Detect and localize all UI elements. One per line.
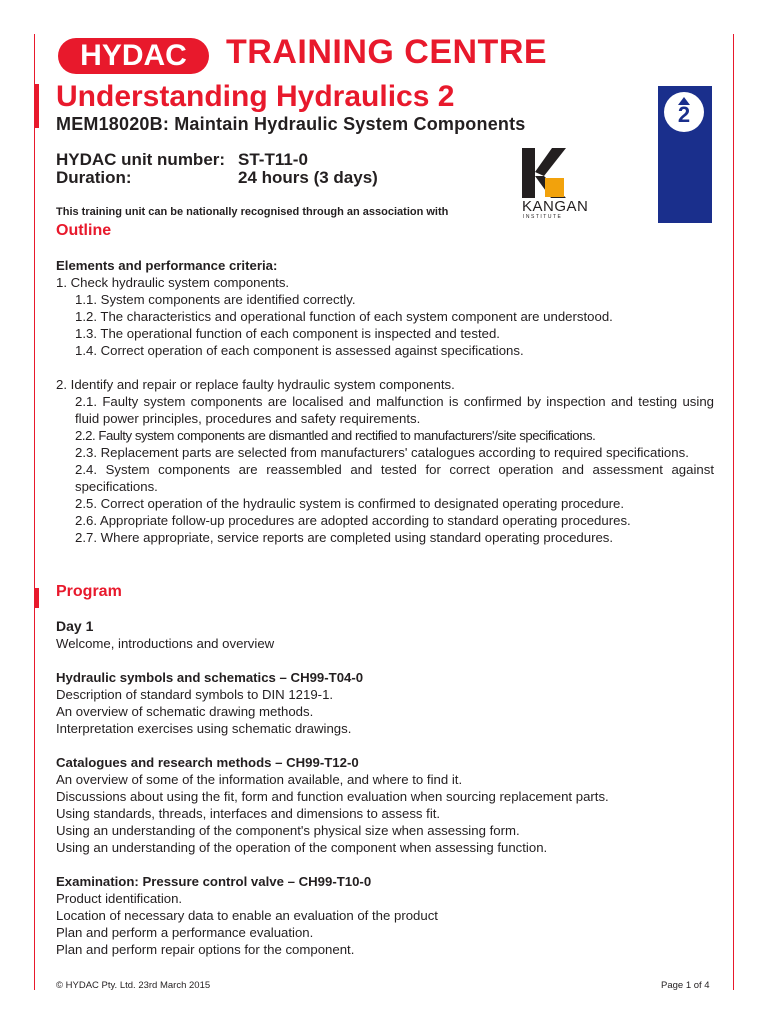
day-intro: Welcome, introductions and overview <box>56 636 275 651</box>
section-line: Using an understanding of the component's physical size when assessing form. <box>56 823 520 838</box>
criteria-2-1: 2.1. Faulty system components are localised and malfunction is confirmed by inspection and testing using fluid power principles, procedures and safety requirements. <box>75 394 714 426</box>
program-body <box>56 618 714 958</box>
criteria-2-7: 2.7. Where appropriate, service reports are completed using standard operating procedures. <box>75 530 614 545</box>
section-title-examination: Examination: Pressure control valve – CH99-T10-0 <box>56 874 372 889</box>
footer-copyright: © HYDAC Pty. Ltd. 23rd March 2015 <box>56 980 211 991</box>
criteria-2-4: 2.4. System components are reassembled and tested for correct operation and assessment against specifications. <box>75 462 714 494</box>
section-line: Discussions about using the fit, form and function evaluation when sourcing replacement parts. <box>56 789 609 804</box>
section-line: An overview of some of the information available, and where to find it. <box>56 772 463 787</box>
left-margin-rule <box>34 34 35 990</box>
footer-page-number: Page 1 of 4 <box>661 980 710 991</box>
criteria-2-6: 2.6. Appropriate follow-up procedures are adopted according to standard operating procedures. <box>75 513 631 528</box>
section-line: Plan and perform a performance evaluation. <box>56 925 314 940</box>
criteria-2-2: 2.2. Faulty system components are dismantled and rectified to manufacturers'/site specifications. <box>75 428 596 443</box>
hydac-logo-text: HYDAC <box>80 39 187 72</box>
level-badge-circle <box>664 92 704 132</box>
section-line: Using standards, threads, interfaces and dimensions to assess fit. <box>56 806 441 821</box>
criteria-1-4: 1.4. Correct operation of each component is assessed against specifications. <box>75 343 524 358</box>
section-title-symbols: Hydraulic symbols and schematics – CH99-T04-0 <box>56 670 364 685</box>
section-line: Product identification. <box>56 891 183 906</box>
page-subtitle: MEM18020B: Maintain Hydraulic System Components <box>56 114 526 134</box>
page-title: Understanding Hydraulics 2 <box>56 80 455 113</box>
hydac-logo <box>58 38 209 74</box>
outline-heading: Outline <box>56 222 112 239</box>
section-line: An overview of schematic drawing methods. <box>56 704 314 719</box>
criteria-1-1: 1.1. System components are identified correctly. <box>75 292 356 307</box>
day-heading: Day 1 <box>56 618 94 634</box>
kangan-logo-subtext: INSTITUTE <box>523 214 563 220</box>
duration-label: Duration: <box>56 168 132 187</box>
recognition-note: This training unit can be nationally recognised through an association with <box>56 206 449 218</box>
unit-number-label: HYDAC unit number: <box>56 150 226 169</box>
title-accent-bar <box>34 84 39 128</box>
program-heading: Program <box>56 583 122 600</box>
unit-number-value: ST-T11-0 <box>238 150 308 169</box>
elements-heading: Elements and performance criteria: <box>56 258 278 273</box>
level-badge <box>658 86 712 223</box>
section-line: Description of standard symbols to DIN 1219-1. <box>56 687 334 702</box>
right-margin-rule <box>733 34 734 990</box>
section-line: Plan and perform repair options for the component. <box>56 942 355 957</box>
criteria-1-2: 1.2. The characteristics and operational function of each system component are understood. <box>75 309 613 324</box>
criteria-2-5: 2.5. Correct operation of the hydraulic system is confirmed to designated operating procedure. <box>75 496 625 511</box>
section-line: Interpretation exercises using schematic drawings. <box>56 721 352 736</box>
section-title-catalogues: Catalogues and research methods – CH99-T12-0 <box>56 755 359 770</box>
outline-item-1: 1. Check hydraulic system components. <box>56 275 290 290</box>
section-line: Location of necessary data to enable an evaluation of the product <box>56 908 438 923</box>
program-accent-bar <box>34 588 39 608</box>
training-centre-heading: TRAINING CENTRE <box>226 33 548 71</box>
section-line: Using an understanding of the operation of the component when assessing function. <box>56 840 548 855</box>
kangan-institute-logo <box>520 148 602 222</box>
criteria-2-3: 2.3. Replacement parts are selected from manufacturers' catalogues according to required specifications. <box>75 445 689 460</box>
kangan-logo-text: KANGAN <box>522 198 589 215</box>
duration-value: 24 hours (3 days) <box>238 168 378 187</box>
criteria-1-3: 1.3. The operational function of each component is inspected and tested. <box>75 326 500 341</box>
level-badge-number: 2 <box>677 102 691 127</box>
outline-item-2: 2. Identify and repair or replace faulty hydraulic system components. <box>56 377 455 392</box>
outline-body <box>56 257 714 546</box>
